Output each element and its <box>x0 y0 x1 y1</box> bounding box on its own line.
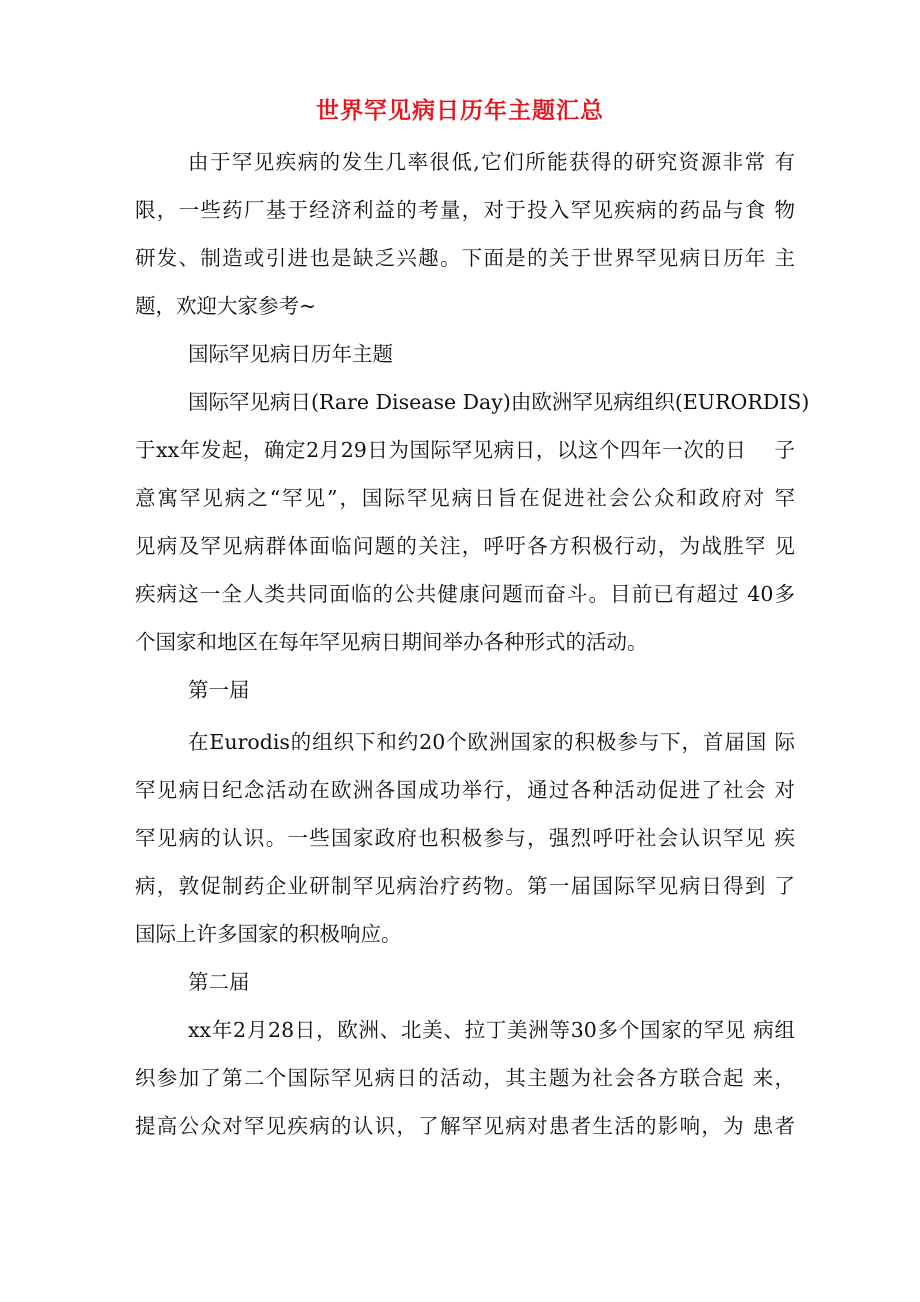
section-heading: 国际罕见病日历年主题 <box>188 342 393 366</box>
paragraph-line: 罕见病日纪念活动在欧洲各国成功举行，通过各种活动促进了社会 对 <box>135 778 795 802</box>
paragraph-line: 由于罕见疾病的发生几率很低,它们所能获得的研究资源非常 有 <box>188 150 795 174</box>
paragraph-line: 病，敦促制药企业研制罕见病治疗药物。第一届国际罕见病日得到 了 <box>135 874 795 898</box>
paragraph-line: 研发、制造或引进也是缺乏兴趣。下面是的关于世界罕见病日历年 主 <box>135 246 795 270</box>
paragraph-line: 题，欢迎大家参考~ <box>135 294 317 318</box>
section-heading: 第一届 <box>188 678 250 702</box>
paragraph-line: 罕见病的认识。一些国家政府也积极参与，强烈呼吁社会认识罕见 疾 <box>135 826 795 850</box>
paragraph-line: xx年2月28日，欧洲、北美、拉丁美洲等30多个国家的罕见 病组 <box>188 1018 795 1042</box>
paragraph-line: 见病及罕见病群体面临问题的关注，呼吁各方积极行动，为战胜罕 见 <box>135 534 795 558</box>
paragraph-line: 疾病这一全人类共同面临的公共健康问题而奋斗。目前已有超过 40多 <box>135 582 795 606</box>
paragraph-line: 在Eurodis的组织下和约20个欧洲国家的积极参与下，首届国 际 <box>188 730 795 754</box>
paragraph-line: 织参加了第二个国际罕见病日的活动，其主题为社会各方联合起 来， <box>135 1066 795 1090</box>
paragraph-line: 个国家和地区在每年罕见病日期间举办各种形式的活动。 <box>135 630 648 654</box>
paragraph-line: 于xx年发起，确定2月29日为国际罕见病日，以这个四年一次的日 子 <box>135 438 795 462</box>
paragraph-line: 限，一些药厂基于经济利益的考量，对于投入罕见疾病的药品与食 物 <box>135 198 795 222</box>
document-title: 世界罕见病日历年主题汇总 <box>316 97 604 124</box>
section-heading: 第二届 <box>188 970 250 994</box>
paragraph-line: 国际上许多国家的积极响应。 <box>135 922 402 946</box>
paragraph-line: 国际罕见病日(Rare Disease Day)由欧洲罕见病组织(EURORDIS) <box>188 390 810 414</box>
paragraph-line: 意寓罕见病之“罕见”，国际罕见病日旨在促进社会公众和政府对 罕 <box>135 486 795 510</box>
paragraph-line: 提高公众对罕见疾病的认识，了解罕见病对患者生活的影响，为 患者 <box>135 1114 795 1138</box>
